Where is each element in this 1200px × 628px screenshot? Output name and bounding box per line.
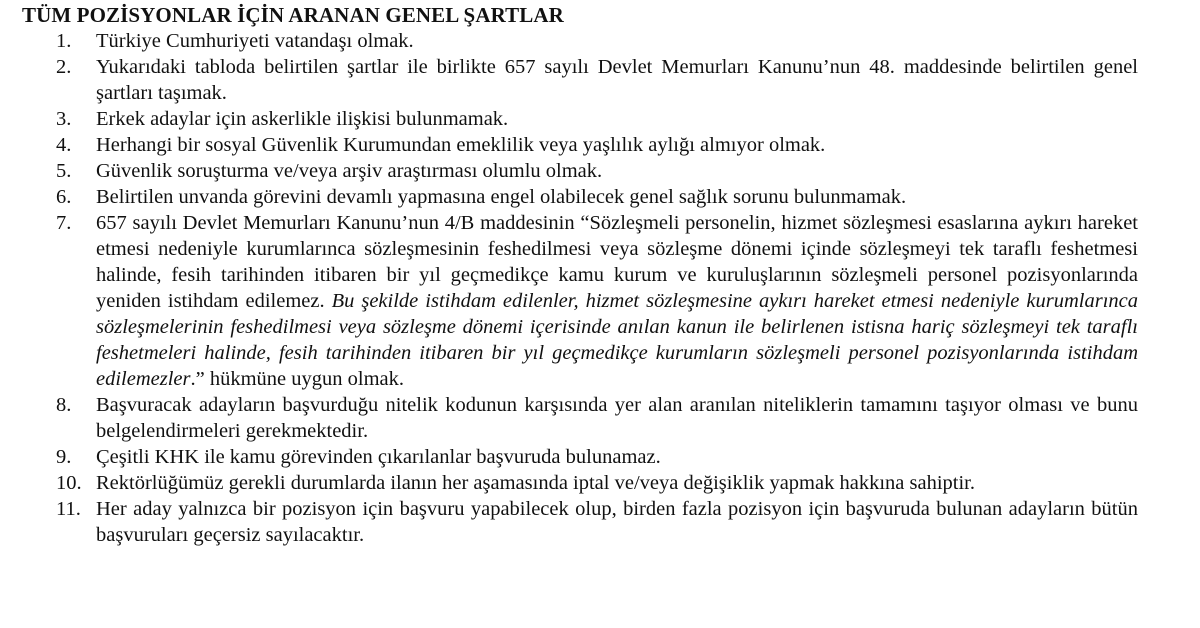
item-text: Türkiye Cumhuriyeti vatandaşı olmak.	[96, 30, 414, 52]
list-item	[22, 106, 1138, 132]
item-number: 7.	[56, 212, 72, 234]
item-text-closing: .” hükmüne uygun olmak.	[190, 368, 405, 390]
item-text: Herhangi bir sosyal Güvenlik Kurumundan emeklilik veya yaşlılık aylığı almıyor olmak.	[96, 134, 826, 156]
item-number: 5.	[56, 160, 72, 182]
list-item	[22, 158, 1138, 184]
item-number: 11.	[56, 498, 81, 520]
list-item	[22, 132, 1138, 158]
item-text: Başvuracak adayların başvurduğu nitelik kodunun karşısında yer alan aranılan niteliklerin tamamını taşıyor olması ve bunu belgelendirmeleri gerekmektedir.	[96, 394, 1138, 442]
item-text	[96, 210, 1138, 392]
item-number: 6.	[56, 186, 72, 208]
list-item	[22, 496, 1138, 548]
item-text: Rektörlüğümüz gerekli durumlarda ilanın her aşamasında iptal ve/veya değişiklik yapmak hakkına sahiptir.	[96, 472, 975, 494]
page-title: TÜM POZİSYONLAR İÇİN ARANAN GENEL ŞARTLAR	[22, 3, 564, 27]
item-number: 2.	[56, 56, 72, 78]
item-text: Her aday yalnızca bir pozisyon için başvuru yapabilecek olup, birden fazla pozisyon için başvuruda bulunan adayların bütün başvuruları geçersiz sayılacaktır.	[96, 498, 1138, 546]
item-text: Çeşitli KHK ile kamu görevinden çıkarılanlar başvuruda bulunamaz.	[96, 446, 661, 468]
list-item	[22, 54, 1138, 106]
item-text: Güvenlik soruşturma ve/veya arşiv araştırması olumlu olmak.	[96, 160, 603, 182]
item-text-italic: Bu şekilde istihdam edilenler, hizmet sözleşmesine aykırı hareket etmesi nedeniyle kurumlarınca sözleşmelerinin feshedilmesi veya sözleşme dönemi içerisinde anılan kanun ile belirlenen istisna hariç sözleşmeyi tek taraflı feshetmeleri halinde, fesih tarihinden itibaren bir yıl geçmedikçe kurumların sözleşmeli personel pozisyonlarında istihdam edilemezler	[96, 290, 1139, 390]
list-item	[22, 28, 1138, 54]
list-item	[22, 184, 1138, 210]
requirements-list	[22, 28, 1138, 548]
item-number: 3.	[56, 108, 72, 130]
item-text: Erkek adaylar için askerlikle ilişkisi bulunmamak.	[96, 108, 509, 130]
item-text: Belirtilen unvanda görevini devamlı yapmasına engel olabilecek genel sağlık sorunu bulunmamak.	[96, 186, 907, 208]
item-number: 9.	[56, 446, 72, 468]
item-number: 4.	[56, 134, 72, 156]
list-item	[22, 444, 1138, 470]
list-item	[22, 210, 1138, 392]
item-text: Yukarıdaki tabloda belirtilen şartlar ile birlikte 657 sayılı Devlet Memurları Kanunu’nun 48. maddesinde belirtilen genel şartları taşımak.	[96, 56, 1138, 104]
list-item	[22, 470, 1138, 496]
item-number: 1.	[56, 30, 72, 52]
list-item	[22, 392, 1138, 444]
item-number: 8.	[56, 394, 72, 416]
item-number: 10.	[56, 472, 82, 494]
item-text-regular: 657 sayılı Devlet Memurları Kanunu’nun 4/B maddesinin “Sözleşmeli personelin, hizmet sözleşmesi esaslarına aykırı hareket etmesi nedeniyle kurumlarınca sözleşmesinin feshedilmesi veya sözleşme dönemi içinde sözleşmeyi tek taraflı feshetmesi halinde, fesih tarihinden itibaren bir yıl geçmedikçe kamu kurum ve kuruluşlarının sözleşmeli personel pozisyonlarında yeniden istihdam edilemez.	[96, 212, 1138, 312]
